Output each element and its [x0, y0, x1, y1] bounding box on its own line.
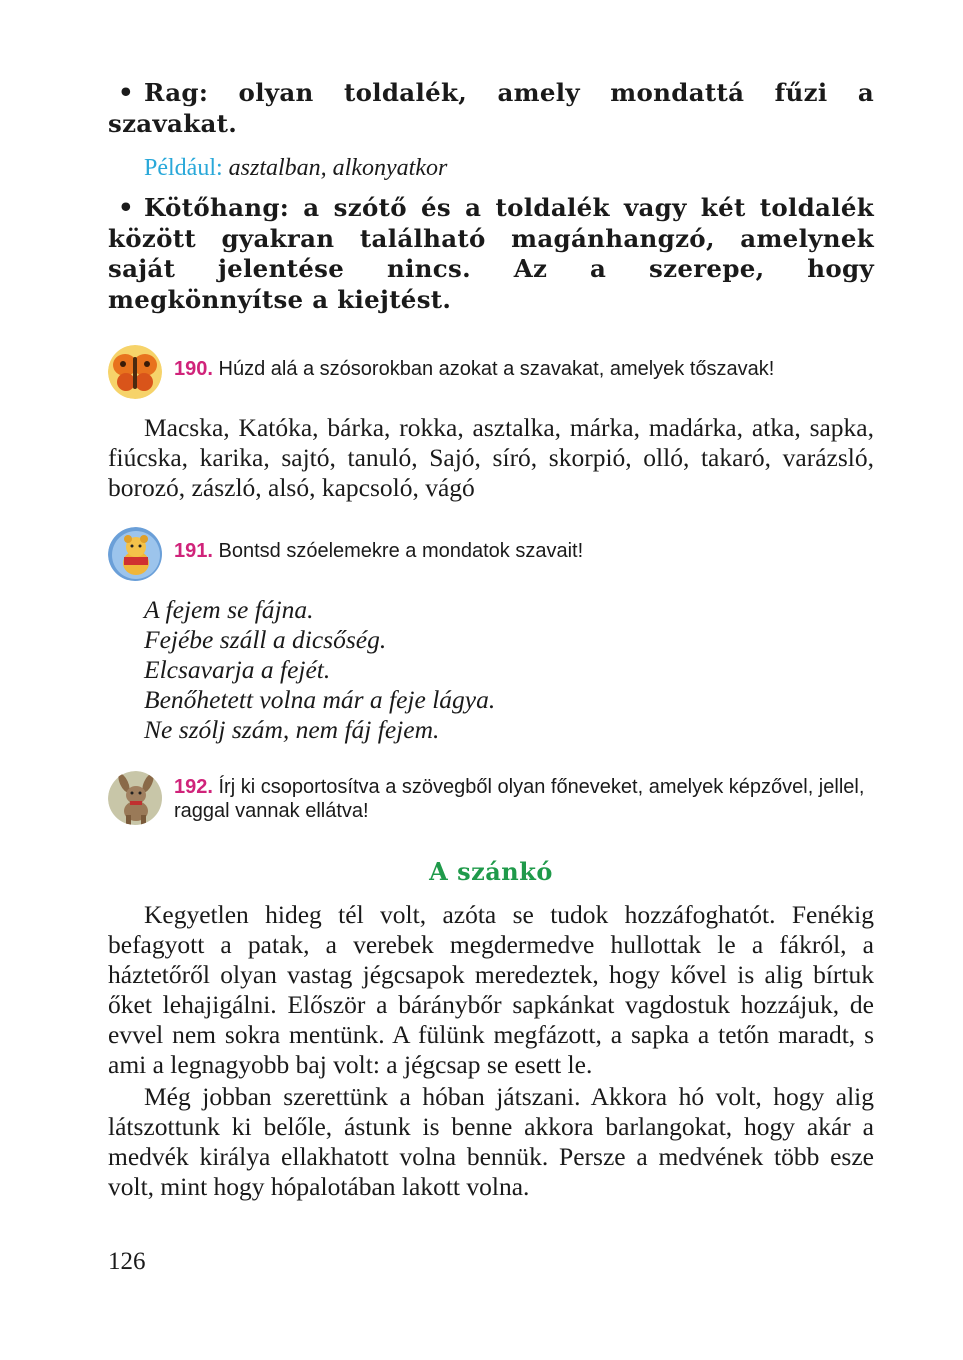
proverb-line: Ne szólj szám, nem fáj fejem. — [144, 715, 440, 744]
story-title: A szánkó — [429, 857, 553, 886]
task-instruction: Bontsd szóelemekre a mondatok szavait! — [218, 540, 584, 562]
story-paragraph: Még jobban szerettünk a hóban játszani. Akkora hó volt, hogy alig látszottunk ki belőle, ástunk is benne akkora barlangokat, hogy akár a medvék királya ellakhatott volna bennük. Persze a medvének több esze volt, mint hogy hópalotában lakott volna. — [108, 1082, 874, 1201]
page-number: 126 — [108, 1248, 146, 1275]
task-191 — [108, 527, 874, 583]
task-190 — [108, 345, 874, 401]
example — [144, 153, 874, 183]
definition-rag: • Rag: olyan toldalék, amely mondattá fűzi a szavakat. — [108, 78, 874, 138]
task-number: 190. — [174, 358, 213, 380]
bear-icon — [108, 527, 162, 581]
proverb-line: Elcsavarja a fejét. — [144, 655, 331, 684]
definition-kotohang: • Kötőhang: a szótő és a toldalék vagy két toldalék között gyakran található magánhangzó, amelynek saját jelentése nincs. Az a szerepe, hogy megkönnyítse a kiejtést. — [108, 193, 874, 314]
page-content — [108, 78, 874, 1202]
proverb-line: Fejébe száll a dicsőség. — [144, 625, 387, 654]
example-value: asztalban, alkonyatkor — [228, 155, 448, 181]
task-instruction: Húzd alá a szósorokban azokat a szavakat, amelyek tőszavak! — [218, 358, 775, 380]
proverb-list — [144, 595, 874, 745]
bullet: • — [118, 193, 134, 222]
story-paragraph: Kegyetlen hideg tél volt, azóta se tudok hozzáfoghatót. Fenékig befagyott a patak, a verebek megdermedve hullottak le a fákról, a háztetőről olyan vastag jégcsapok meredeztek, hogy kővel is alig bírtuk őket lehajigálni. Először a báránybőr sapkánkat vagdostuk hozzájuk, de evvel nem sokra mentünk. A fülünk megfázott, a sapka a tetőn maradt, s ami a legnagyobb baj volt: a jégcsap se esett le. — [108, 900, 874, 1079]
proverb-line: Benőhetett volna már a feje lágya. — [144, 685, 496, 714]
task-number: 192. — [174, 776, 213, 798]
butterfly-icon — [108, 345, 162, 399]
task-192 — [108, 771, 874, 827]
word-list: Macska, Katóka, bárka, rokka, asztalka, márka, madárka, atka, sapka, fiúcska, karika, sajtó, tanuló, Sajó, síró, skorpió, olló, takaró, varázsló, borozó, zászló, alsó, kapcsoló, vágó — [108, 413, 874, 502]
task-number: 191. — [174, 540, 213, 562]
proverb-line: A fejem se fájna. — [144, 595, 314, 624]
donkey-icon — [108, 771, 162, 825]
task-instruction: Írj ki csoportosítva a szövegből olyan főneveket, amelyek képzővel, jellel, raggal vannak ellátva! — [174, 776, 865, 822]
example-label: Például: — [144, 155, 223, 181]
bullet: • — [118, 78, 134, 107]
